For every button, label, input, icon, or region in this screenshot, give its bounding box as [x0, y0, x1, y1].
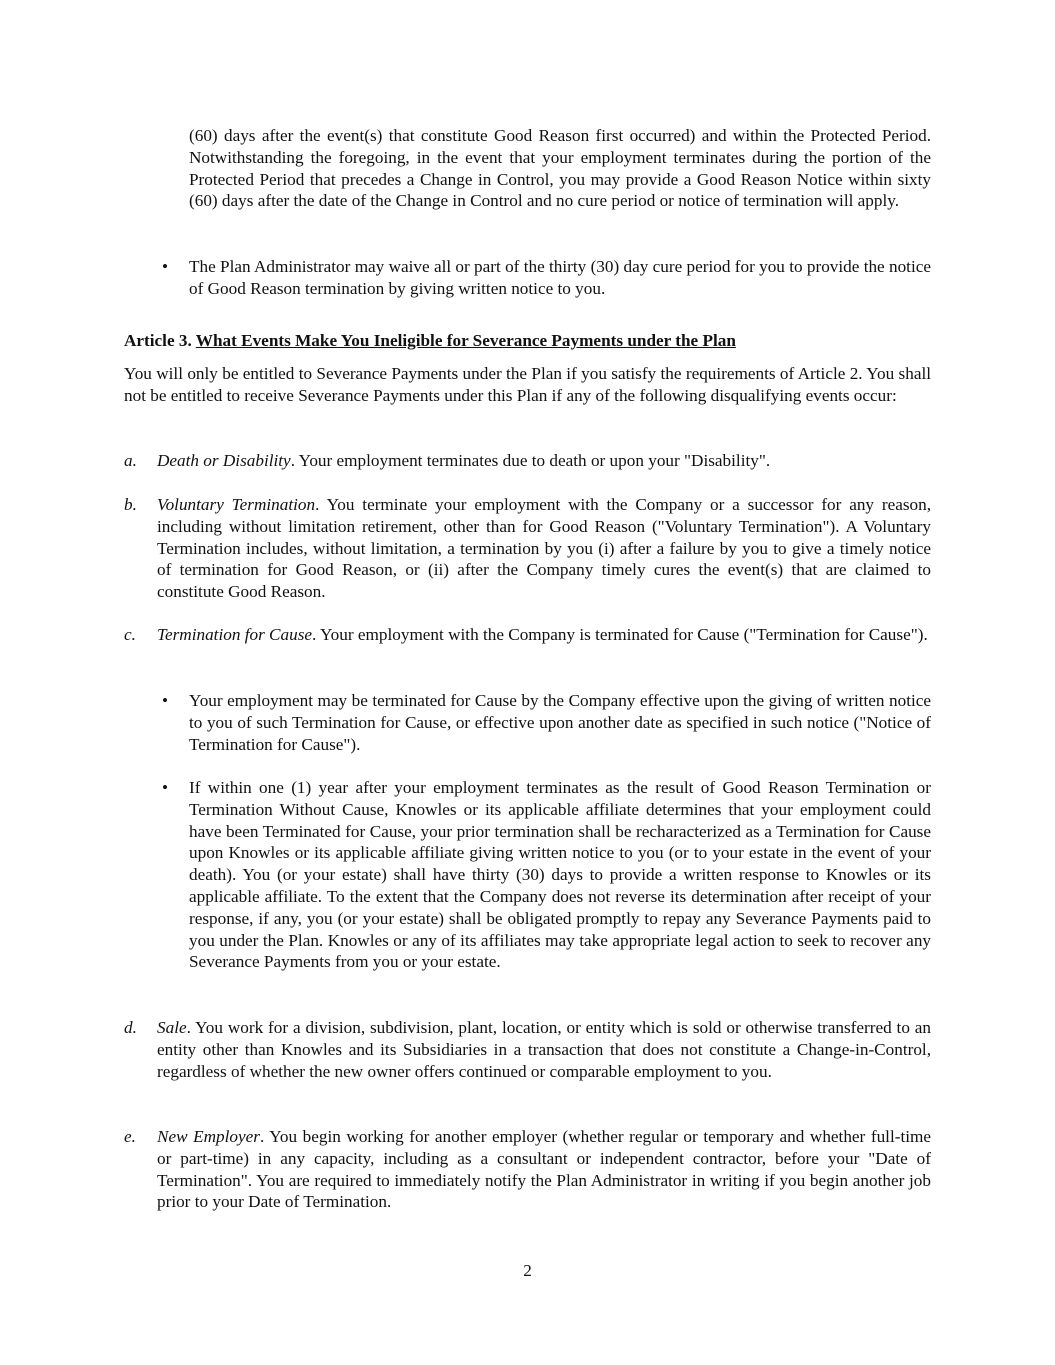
item-letter: e. — [124, 1127, 136, 1146]
item-new-employer — [124, 1126, 931, 1213]
item-text — [157, 1017, 931, 1082]
page-number: 2 — [523, 1261, 532, 1280]
continued-paragraph: (60) days after the event(s) that constitute Good Reason first occurred) and within the Protected Period. Notwithstanding the foregoing, in the event that your employment terminates during the portion of the Protected Period that precedes a Change in Control, you may provide a Good Reason Notice within sixty (60) days after the date of the Change in Control and no cure period or notice of termination will apply. — [189, 126, 931, 211]
article-number: Article 3. — [124, 331, 192, 350]
article-intro: You will only be entitled to Severance Payments under the Plan if you satisfy the requirements of Article 2. You shall not be entitled to receive Severance Payments under this Plan if any of the following disqualifying events occur: — [124, 364, 931, 405]
item-body: . Your employment terminates due to death or upon your "Disability". — [290, 451, 771, 470]
item-text — [157, 494, 931, 603]
item-death-or-disability — [124, 450, 931, 472]
cure-period-bullet — [162, 256, 931, 300]
bullet-text: Your employment may be terminated for Cause by the Company effective upon the giving of written notice to you of such Termination for Cause, or effective upon another date as specified in such notice ("Notice of Termination for Cause"). — [189, 691, 931, 754]
item-title: Death or Disability — [157, 451, 291, 470]
notice-of-termination-bullet — [162, 690, 931, 755]
item-text — [157, 1126, 931, 1213]
item-sale — [124, 1017, 931, 1082]
recharacterization-bullet — [162, 777, 931, 973]
item-text — [157, 450, 931, 472]
item-title: Sale — [157, 1018, 187, 1037]
bullet-icon: • — [162, 691, 169, 710]
article-heading — [124, 330, 736, 352]
item-body: . You terminate your employment with the Company or a successor for any reason, including without limitation retirement, other than for Good Reason ("Voluntary Termination"). A Voluntary Termination includes, without limitation, a termination by you (i) after a failure by you to give a timely notice of termination for Good Reason, or (ii) after the Company timely cures the event(s) that are claimed to constitute Good Reason. — [157, 495, 932, 602]
item-letter: d. — [124, 1018, 137, 1037]
item-letter: a. — [124, 451, 137, 470]
article-title: What Events Make You Ineligible for Severance Payments under the Plan — [195, 331, 736, 350]
item-voluntary-termination — [124, 494, 931, 603]
item-text — [157, 624, 931, 646]
item-letter: b. — [124, 495, 137, 514]
item-title: New Employer — [157, 1127, 260, 1146]
item-termination-for-cause — [124, 624, 931, 646]
item-title: Termination for Cause — [157, 625, 313, 644]
item-title: Voluntary Termination — [157, 495, 316, 514]
item-body: . You work for a division, subdivision, plant, location, or entity which is sold or otherwise transferred to an entity other than Knowles and its Subsidiaries in a transaction that does not constitute a Change-in-Control, regardless of whether the new owner offers continued or comparable employment to you. — [157, 1018, 931, 1081]
item-body: . Your employment with the Company is terminated for Cause ("Termination for Cause"). — [312, 625, 928, 644]
item-body: . You begin working for another employer (whether regular or temporary and whether full-time or part-time) in any capacity, including as a consultant or independent contractor, before your "Date of Termination". You are required to immediately notify the Plan Administrator in writing if you begin another job prior to your Date of Termination. — [157, 1127, 931, 1212]
bullet-icon: • — [162, 257, 169, 276]
bullet-text: If within one (1) year after your employment terminates as the result of Good Reason Termination or Termination Without Cause, Knowles or its applicable affiliate determines that your employment could have been Terminated for Cause, your prior termination shall be recharacterized as a Termination for Cause upon Knowles or its applicable affiliate giving written notice to you (or to your estate in the event of your death). You (or your estate) shall have thirty (30) days to provide a written response to Knowles or its applicable affiliate. To the extent that the Company does not reverse its determination after receipt of your response, if any, you (or your estate) shall be obligated promptly to repay any Severance Payments paid to you under the Plan. Knowles or any of its affiliates may take appropriate legal action to seek to recover any Severance Payments from you or your estate. — [189, 778, 931, 972]
item-letter: c. — [124, 625, 136, 644]
bullet-text: The Plan Administrator may waive all or part of the thirty (30) day cure period for you to provide the notice of Good Reason termination by giving written notice to you. — [189, 257, 931, 298]
bullet-icon: • — [162, 778, 169, 797]
